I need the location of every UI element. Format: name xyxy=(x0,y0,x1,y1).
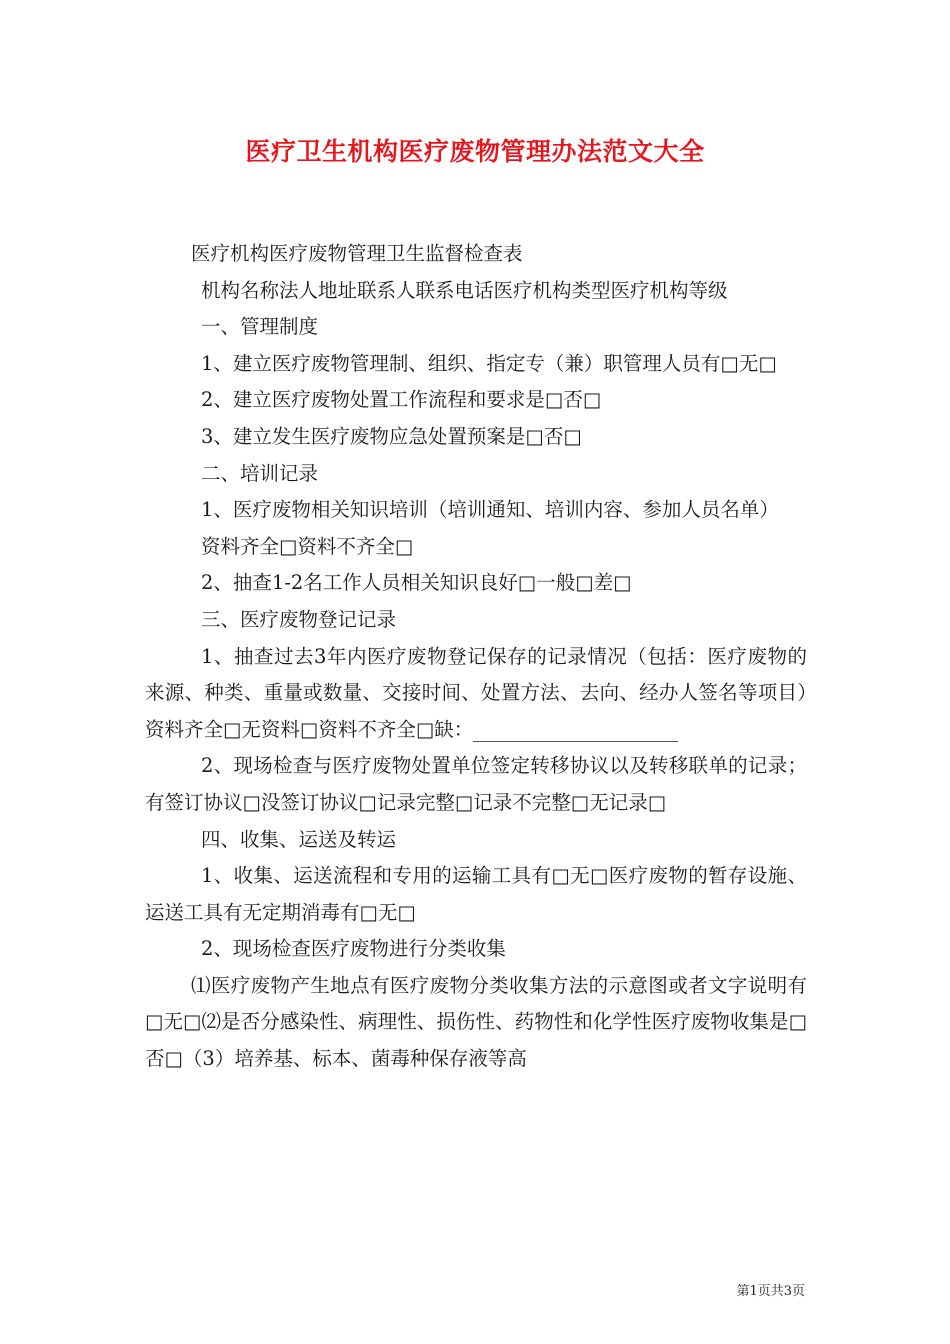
section-heading-3: 三、医疗废物登记记录 xyxy=(201,607,397,631)
paragraph-4-2: 2、现场检查医疗废物进行分类收集 xyxy=(201,937,506,961)
section-heading-2: 二、培训记录 xyxy=(201,461,319,485)
paragraph-4-1: 1、收集、运送流程和专用的运输工具有□无□医疗废物的暂存设施、运送工具有无定期消毒有□无□ xyxy=(145,864,807,924)
paragraph-1-3: 3、建立发生医疗废物应急处置预案是□否□ xyxy=(201,424,582,448)
document-body xyxy=(145,236,807,1078)
paragraph-3-1 xyxy=(145,639,807,749)
paragraph-3-1-text: 1、抽查过去3年内医疗废物登记保存的记录情况（包括：医疗废物的来源、种类、重量或数量、交接时间、处置方法、去向、经办人签名等项目）资料齐全□无资料□资料不齐全□缺： xyxy=(145,644,807,741)
document-title: 医疗卫生机构医疗废物管理办法范文大全 xyxy=(245,137,705,166)
paragraph-4-2-detail: ⑴医疗废物产生地点有医疗废物分类收集方法的示意图或者文字说明有□无□⑵是否分感染性、病理性、损伤性、药物性和化学性医疗废物收集是□否□（3）培养基、标本、菌毒种保存液等高 xyxy=(145,973,807,1071)
section-heading-1: 一、管理制度 xyxy=(201,315,319,339)
paragraph-2-1-result: 资料齐全□资料不齐全□ xyxy=(201,534,414,558)
paragraph-form-fields: 机构名称法人地址联系人联系电话医疗机构类型医疗机构等级 xyxy=(201,278,728,302)
section-heading-4: 四、收集、运送及转运 xyxy=(201,827,397,851)
paragraph-1-1: 1、建立医疗废物管理制、组织、指定专（兼）职管理人员有□无□ xyxy=(201,351,777,375)
paragraph-2-1: 1、医疗废物相关知识培训（培训通知、培训内容、参加人员名单） xyxy=(201,498,779,522)
fill-blank-line xyxy=(473,718,678,742)
paragraph-3-2: 2、现场检查与医疗废物处置单位签定转移协议以及转移联单的记录；有签订协议□没签订协议□记录完整□记录不完整□无记录□ xyxy=(145,754,807,814)
paragraph-form-title: 医疗机构医疗废物管理卫生监督检查表 xyxy=(191,242,523,265)
paragraph-2-2: 2、抽查1-2名工作人员相关知识良好□一般□差□ xyxy=(201,571,632,595)
paragraph-1-2: 2、建立医疗废物处置工作流程和要求是□否□ xyxy=(201,388,602,412)
page-number: 第1页共3页 xyxy=(736,1284,805,1299)
